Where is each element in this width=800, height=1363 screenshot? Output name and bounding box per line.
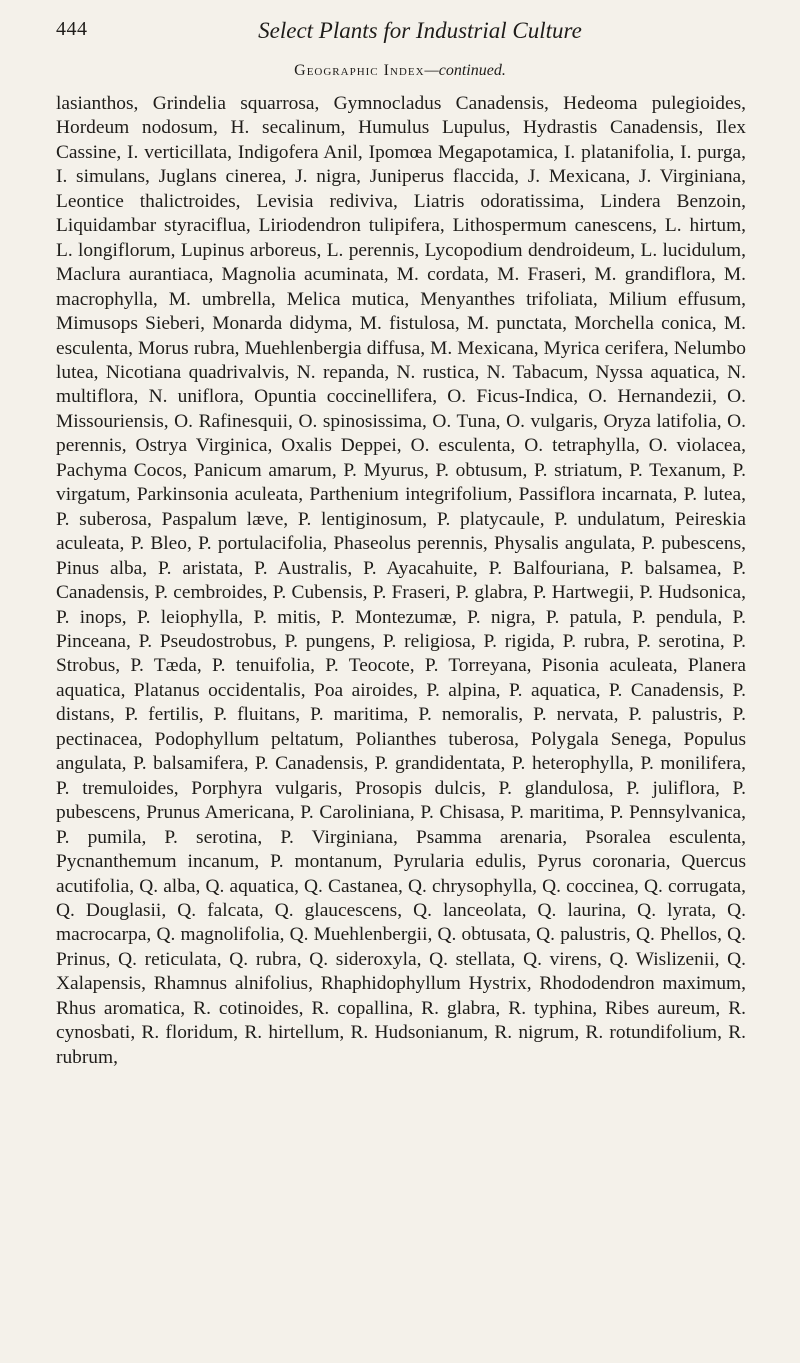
index-body-text: lasianthos, Grindelia squarrosa, Gymnocladus Canadensis, Hedeoma pulegioides, Hordeum nodosum, H. secalinum, Humulus Lupulus, Hydrastis Canadensis, Ilex Cassine, I. verticillata, Indigofera Anil, Ipomœa Megapotamica, I. platanifolia, I. purga, I. simulans, Juglans cinerea, J. nigra, Juniperus flaccida, J. Mexicana, J. Virginiana, Leontice thalictroides, Levisia rediviva, Liatris odoratissima, Lindera Benzoin, Liquidambar styraciflua, Liriodendron tulipifera, Lithospermum canescens, L. hirtum, L. longiflorum, Lupinus arboreus, L. perennis, Lycopodium dendroideum, L. lucidulum, Maclura aurantiaca, Magnolia acuminata, M. cordata, M. Fraseri, M. grandiflora, M. macrophylla, M. umbrella, Melica mutica, Menyanthes trifoliata, Milium effusum, Mimusops Sieberi, Monarda didyma, M. fistulosa, M. punctata, Morchella conica, M. esculenta, Morus rubra, Muehlenbergia diffusa, M. Mexicana, Myrica cerifera, Nelumbo lutea, Nicotiana quadrivalvis, N. repanda, N. rustica, N. Tabacum, Nyssa aquatica, N. multiflora, N. uniflora, Opuntia coccinellifera, O. Ficus-Indica, O. Hernandezii, O. Missouriensis, O. Rafinesquii, O. spinosissima, O. Tuna, O. vulgaris, Oryza latifolia, O. perennis, Ostrya Virginica, Oxalis Deppei, O. esculenta, O. tetraphylla, O. violacea, Pachyma Cocos, Panicum amarum, P. Myurus, P. obtusum, P. striatum, P. Texanum, P. virgatum, Parkinsonia aculeata, Parthenium integrifolium, Passiflora incarnata, P. lutea, P. suberosa, Paspalum læve, P. lentiginosum, P. platycaule, P. undulatum, Peireskia aculeata, P. Bleo, P. portulacifolia, Phaseolus perennis, Physalis angulata, P. pubescens, Pinus alba, P. aristata, P. Australis, P. Ayacahuite, P. Balfouriana, P. balsamea, P. Canadensis, P. cembroides, P. Cubensis, P. Fraseri, P. glabra, P. Hartwegii, P. Hudsonica, P. inops, P. leiophylla, P. mitis, P. Montezumæ, P. nigra, P. patula, P. pendula, P. Pinceana, P. Pseudostrobus, P. pungens, P. religiosa, P. rigida, P. rubra, P. serotina, P. Strobus, P. Tæda, P. tenuifolia, P. Teocote, P. Torreyana, Pisonia aculeata, Planera aquatica, Platanus occidentalis, Poa airoides, P. alpina, P. aquatica, P. Canadensis, P. distans, P. fertilis, P. fluitans, P. maritima, P. nemoralis, P. nervata, P. palustris, P. pectinacea, Podophyllum peltatum, Polianthes tuberosa, Polygala Senega, Populus angulata, P. balsamifera, P. Canadensis, P. grandidentata, P. heterophylla, P. monilifera, P. tremuloides, Porphyra vulgaris, Prosopis dulcis, P. glandulosa, P. juliflora, P. pubescens, Prunus Americana, P. Caroliniana, P. Chisasa, P. maritima, P. Pennsylvanica, P. pumila, P. serotina, P. Virginiana, Psamma arenaria, Psoralea esculenta, Pycnanthemum incanum, P. montanum, Pyrularia edulis, Pyrus coronaria, Quercus acutifolia, Q. alba, Q. aquatica, Q. Castanea, Q. chrysophylla, Q. coccinea, Q. corrugata, Q. Douglasii, Q. falcata, Q. glaucescens, Q. lanceolata, Q. laurina, Q. lyrata, Q. macrocarpa, Q. magnolifolia, Q. Muehlenbergii, Q. obtusata, Q. palustris, Q. Phellos, Q. Prinus, Q. reticulata, Q. rubra, Q. sideroxyla, Q. stellata, Q. virens, Q. Wislizenii, Q. Xalapensis, Rhamnus alnifolius, Rhaphidophyllum Hystrix, Rhododendron maximum, Rhus aromatica, R. cotinoides, R. copallina, R. glabra, R. typhina, Ribes aureum, R. cynosbati, R. floridum, R. hirtellum, R. Hudsonianum, R. nigrum, R. rotundifolium, R. rubrum,	[56, 93, 746, 1068]
running-title: Select Plants for Industrial Culture	[258, 18, 582, 43]
running-head	[56, 18, 744, 52]
section-heading-continued: —continued.	[424, 62, 506, 79]
section-heading-title: Geographic Index	[294, 62, 425, 79]
section-heading	[0, 62, 800, 80]
page-number: 444	[56, 18, 88, 40]
